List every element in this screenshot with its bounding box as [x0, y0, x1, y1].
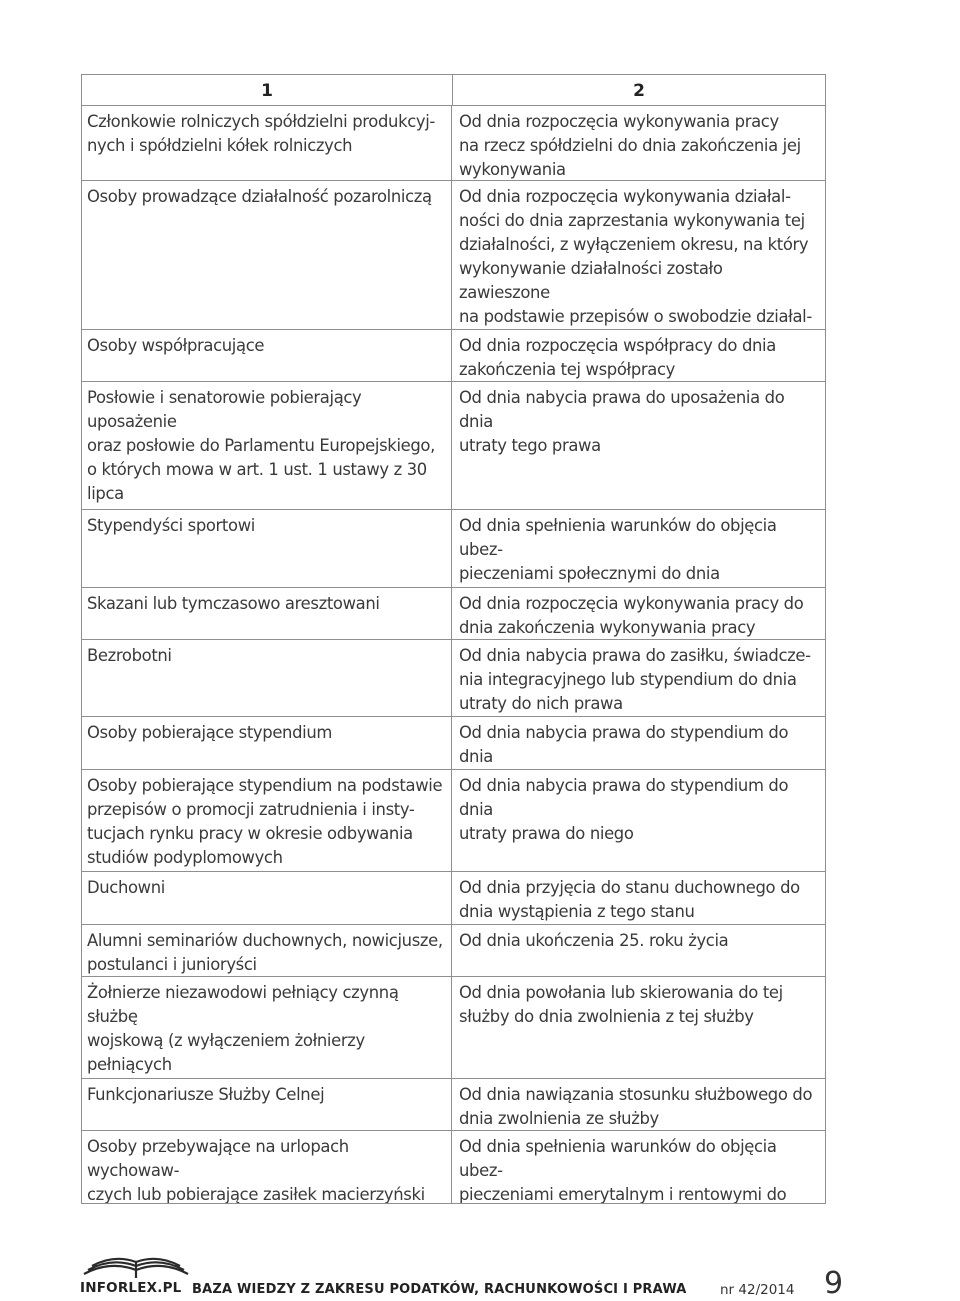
insured-group-cell: Osoby pobierające stypendium — [82, 717, 452, 769]
insured-group-cell: Duchowni — [82, 872, 452, 924]
publication-title: BAZA WIEDZY Z ZAKRESU PODATKÓW, RACHUNKOWOŚCI I PRAWA — [192, 1282, 687, 1297]
column-header-2: 2 — [633, 81, 645, 101]
table-row — [82, 925, 825, 977]
coverage-period-cell: Od dnia nabycia prawa do uposażenia do dnia utraty tego prawa — [459, 388, 785, 456]
coverage-period-cell: Od dnia rozpoczęcia współpracy do dnia zakończenia tej współpracy — [459, 336, 776, 380]
coverage-table — [81, 74, 826, 1204]
table-row — [82, 640, 825, 717]
coverage-period-cell: Od dnia rozpoczęcia wykonywania pracy na rzecz spółdzielni do dnia zakończenia jej wykonywania — [459, 112, 801, 180]
table-row — [82, 588, 825, 640]
coverage-period-cell: Od dnia powołania lub skierowania do tej służby do dnia zwolnienia z tej służby — [459, 983, 783, 1027]
coverage-period-cell: Od dnia ukończenia 25. roku życia — [459, 931, 729, 950]
table-row — [82, 382, 825, 510]
table-row — [82, 510, 825, 588]
coverage-period-cell: Od dnia nabycia prawa do zasiłku, świadcze- nia integracyjnego lub stypendium do dnia utraty do nich prawa — [459, 646, 811, 714]
insured-group-cell: Osoby pobierające stypendium na podstawie przepisów o promocji zatrudnienia i insty- tucjach rynku pracy w okresie odbywania studiów podyplomowych — [82, 770, 452, 871]
coverage-period-cell: Od dnia nawiązania stosunku służbowego do dnia zwolnienia ze służby — [459, 1085, 813, 1129]
column-header-1: 1 — [82, 75, 453, 105]
table-row — [82, 181, 825, 330]
coverage-period-cell: Od dnia przyjęcia do stanu duchownego do dnia wystąpienia z tego stanu — [459, 878, 800, 922]
insured-group-cell: Skazani lub tymczasowo aresztowani — [82, 588, 452, 639]
table-row — [82, 1131, 825, 1203]
insured-group-cell: Funkcjonariusze Służby Celnej — [82, 1079, 452, 1130]
table-body — [82, 106, 825, 1203]
table-row — [82, 330, 825, 382]
page-footer — [80, 1254, 850, 1301]
insured-group-cell: Bezrobotni — [82, 640, 452, 716]
coverage-period-cell: Od dnia rozpoczęcia wykonywania pracy do dnia zakończenia wykonywania pracy — [459, 594, 804, 638]
table-row — [82, 872, 825, 925]
coverage-period-cell: Od dnia spełnienia warunków do objęcia ubez- pieczeniami emerytalnym i rentowymi do — [459, 1137, 787, 1203]
page-number: 9 — [824, 1266, 844, 1301]
insured-group-cell: Członkowie rolniczych spółdzielni produkcyj- nych i spółdzielni kółek rolniczych — [82, 106, 452, 180]
issue-number: nr 42/2014 — [720, 1282, 795, 1298]
coverage-period-cell: Od dnia rozpoczęcia wykonywania działal- ności do dnia zaprzestania wykonywania tej działalności, z wyłączeniem okresu, na który wykonywanie działalności zostało zawieszone na podstawie przepisów o swobodzie działal- — [459, 187, 812, 327]
table-row — [82, 977, 825, 1079]
coverage-period-cell: Od dnia nabycia prawa do stypendium do dnia utraty prawa do niego — [459, 776, 789, 844]
coverage-period-cell: Od dnia spełnienia warunków do objęcia ubez- pieczeniami społecznymi do dnia — [459, 516, 777, 584]
insured-group-cell: Osoby prowadzące działalność pozarolniczą — [82, 181, 452, 329]
insured-group-cell: Stypendyści sportowi — [82, 510, 452, 587]
logo-text: INFORLEX.PL — [80, 1280, 182, 1296]
insured-group-cell: Osoby współpracujące — [82, 330, 452, 381]
table-header — [82, 75, 825, 106]
insured-group-cell: Posłowie i senatorowie pobierający uposażenie oraz posłowie do Parlamentu Europejskiego, o których mowa w art. 1 ust. 1 ustawy z 30 lipca — [82, 382, 452, 509]
coverage-period-cell: Od dnia nabycia prawa do stypendium do dnia — [459, 723, 789, 767]
insured-group-cell: Alumni seminariów duchownych, nowicjusze, postulanci i junioryści — [82, 925, 452, 976]
table-row — [82, 106, 825, 181]
insured-group-cell: Żołnierze niezawodowi pełniący czynną służbę wojskową (z wyłączeniem żołnierzy pełniących — [82, 977, 452, 1078]
table-row — [82, 717, 825, 770]
table-row — [82, 770, 825, 872]
inforlex-book-logo-icon — [80, 1254, 192, 1280]
table-row — [82, 1079, 825, 1131]
insured-group-cell: Osoby przebywające na urlopach wychowaw- czych lub pobierające zasiłek macierzyński — [82, 1131, 452, 1203]
